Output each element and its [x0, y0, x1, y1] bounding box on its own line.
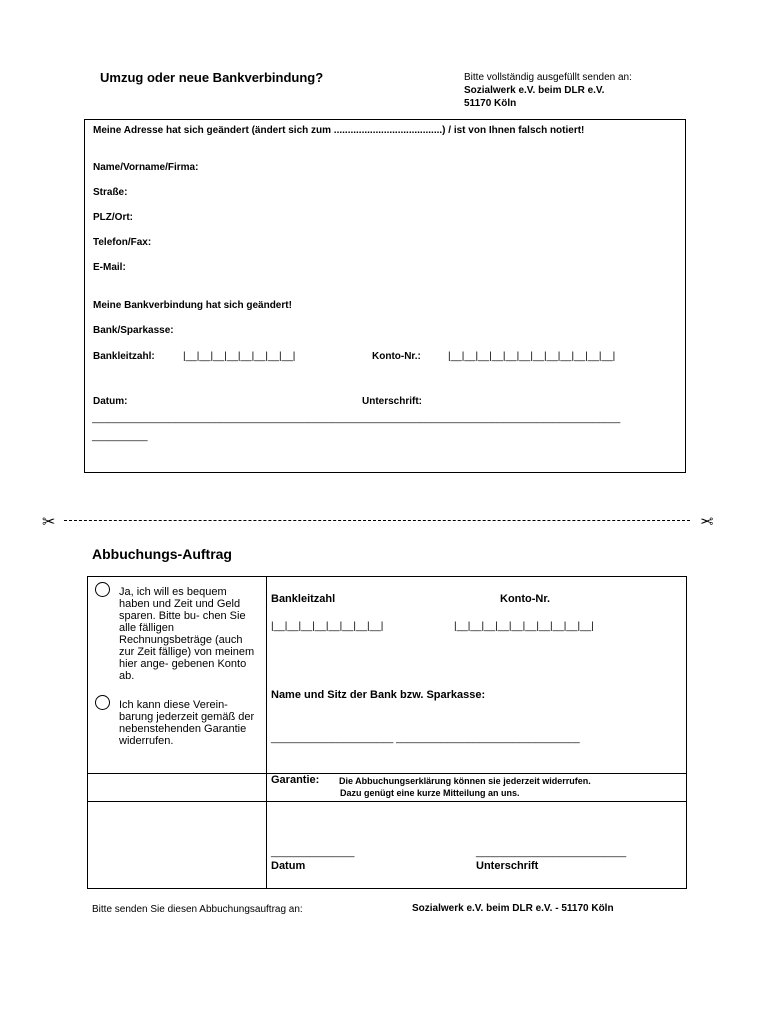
footer-instruction: Bitte senden Sie diesen Abbuchungsauftrag an:	[92, 904, 303, 915]
signature-line[interactable]: ___________________________	[476, 847, 627, 858]
option-revoke-radio[interactable]	[95, 695, 110, 710]
garantie-text-line1: Die Abbuchungserklärung können sie jederzeit widerrufen.	[339, 776, 591, 786]
table-divider	[88, 801, 686, 802]
garantie-text-line2: Dazu genügt eine kurze Mitteilung an uns.	[340, 788, 520, 798]
send-to-instruction: Bitte vollständig ausgefüllt senden an:	[464, 72, 632, 83]
option-revoke-text: Ich kann diese Verein- barung jederzeit gemäß der nebenstehenden Garantie widerrufen.	[119, 699, 255, 747]
konto-field-label: Konto-Nr.:	[372, 351, 421, 362]
address-intro: Meine Adresse hat sich geändert (ändert sich zum .......................................) / ist von Ihnen falsch notiert!	[93, 125, 585, 136]
send-to-address	[464, 71, 632, 110]
send-to-org: Sozialwerk e.V. beim DLR e.V.	[464, 85, 605, 96]
konto-input-boxes[interactable]: |__|__|__|__|__|__|__|__|__|__|__|__|	[448, 351, 616, 362]
date-label: Datum	[271, 860, 306, 872]
blz-input-boxes[interactable]: |__|__|__|__|__|__|__|__|	[183, 351, 296, 362]
table-divider	[88, 773, 686, 774]
street-field-label[interactable]: Straße:	[93, 187, 128, 198]
scissors-icon: ✂	[700, 514, 714, 531]
signature-field-label[interactable]: Unterschrift:	[362, 396, 423, 407]
signature-line-continued: __________	[92, 431, 148, 442]
garantie-label: Garantie:	[271, 774, 320, 786]
blz-input-boxes[interactable]: |__|__|__|__|__|__|__|__|	[271, 621, 384, 632]
option-agree-text: Ja, ich will es bequem haben und Zeit und Geld sparen. Bitte bu- chen Sie alle fälligen Rechnungsbeträge (auch zur Zeit fällige) von meinem hier ange- gebenen Konto ab.	[119, 586, 255, 682]
bank-field-label[interactable]: Bank/Sparkasse:	[93, 325, 174, 336]
bank-name-label: Name und Sitz der Bank bzw. Sparkasse:	[271, 689, 486, 701]
date-line[interactable]: _______________	[271, 847, 355, 858]
page-title: Umzug oder neue Bankverbindung?	[100, 70, 324, 85]
city-field-label[interactable]: PLZ/Ort:	[93, 212, 133, 223]
blz-field-label: Bankleitzahl:	[93, 351, 155, 362]
cut-line	[64, 520, 690, 521]
konto-input-boxes[interactable]: |__|__|__|__|__|__|__|__|__|__|	[454, 621, 594, 632]
direct-debit-title: Abbuchungs-Auftrag	[92, 546, 232, 562]
date-field-label[interactable]: Datum:	[93, 396, 128, 407]
table-divider	[266, 577, 267, 888]
signature-label: Unterschrift	[476, 860, 539, 872]
option-agree-radio[interactable]	[95, 582, 110, 597]
name-field-label[interactable]: Name/Vorname/Firma:	[93, 162, 199, 173]
bank-name-line[interactable]: ______________________ _________________________________	[271, 733, 580, 744]
garantie-text	[339, 775, 591, 799]
bank-changed-heading: Meine Bankverbindung hat sich geändert!	[93, 300, 292, 311]
send-to-city: 51170 Köln	[464, 98, 517, 109]
konto-label: Konto-Nr.	[500, 593, 551, 605]
email-field-label[interactable]: E-Mail:	[93, 262, 126, 273]
blz-label: Bankleitzahl	[271, 593, 336, 605]
signature-line: _______________________________________________________________________________________________	[92, 413, 621, 424]
phone-field-label[interactable]: Telefon/Fax:	[93, 237, 152, 248]
footer-address: Sozialwerk e.V. beim DLR e.V. - 51170 Köln	[412, 903, 614, 914]
scissors-icon: ✂	[42, 514, 56, 531]
